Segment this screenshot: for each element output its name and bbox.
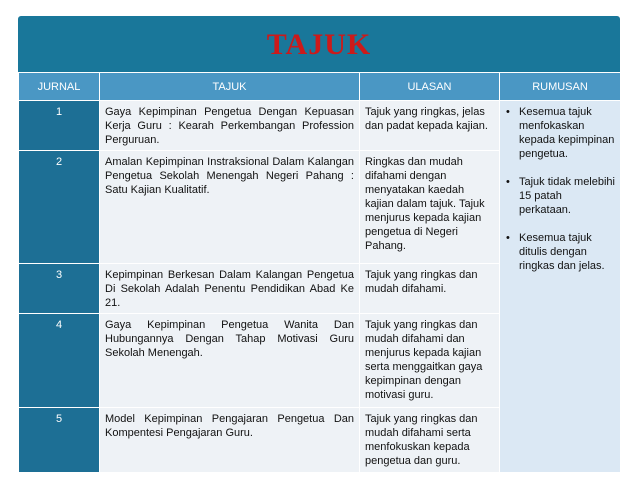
row-tajuk: Amalan Kepimpinan Instraksional Dalam Kalangan Pengetua Sekolah Menengah Negeri Pahang : Satu Kajian Kualitatif. — [100, 151, 360, 264]
row-ulasan: Tajuk yang ringkas dan mudah difahami dan menjurus kepada kajian serta menggaitkan gaya kepimpinan dengan motivasi guru. — [360, 314, 500, 408]
row-number: 5 — [19, 408, 100, 473]
row-tajuk: Kepimpinan Berkesan Dalam Kalangan Pengetua Di Sekolah Adalah Penentu Pendidikan Abad Ke 21. — [100, 264, 360, 314]
table-header-row — [19, 73, 621, 101]
row-tajuk: Gaya Kepimpinan Pengetua Wanita Dan Hubungannya Dengan Tahap Motivasi Guru Sekolah Menengah. — [100, 314, 360, 408]
rumusan-item: • Kesemua tajuk menfokaskan kepada kepimpinan pengetua. — [504, 105, 616, 161]
rumusan-cell — [500, 101, 621, 473]
tajuk-table — [18, 72, 621, 473]
row-ulasan: Tajuk yang ringkas dan mudah difahami. — [360, 264, 500, 314]
header-rumusan: RUMUSAN — [500, 73, 621, 101]
row-ulasan: Tajuk yang ringkas dan mudah difahami serta menfokuskan kepada pengetua dan guru. — [360, 408, 500, 473]
row-number: 2 — [19, 151, 100, 264]
rumusan-item: • Tajuk tidak melebihi 15 patah perkataan. — [504, 175, 616, 217]
header-ulasan: ULASAN — [360, 73, 500, 101]
row-number: 3 — [19, 264, 100, 314]
header-tajuk: TAJUK — [100, 73, 360, 101]
row-tajuk: Model Kepimpinan Pengajaran Pengetua Dan Kompentesi Pengajaran Guru. — [100, 408, 360, 473]
rumusan-item: • Kesemua tajuk ditulis dengan ringkas dan jelas. — [504, 231, 616, 273]
header-jurnal: JURNAL — [19, 73, 100, 101]
table-row — [19, 101, 621, 151]
row-number: 1 — [19, 101, 100, 151]
row-tajuk: Gaya Kepimpinan Pengetua Dengan Kepuasan Kerja Guru : Kearah Perkembangan Profession Perguruan. — [100, 101, 360, 151]
rumusan-list — [504, 105, 616, 273]
row-number: 4 — [19, 314, 100, 408]
row-ulasan: Ringkas dan mudah difahami dengan menyatakan kaedah kajian dalam tajuk. Tajuk menjurus kepada kajian pengetua di Negeri Pahang. — [360, 151, 500, 264]
row-ulasan: Tajuk yang ringkas, jelas dan padat kepada kajian. — [360, 101, 500, 151]
slide-title: TAJUK — [266, 28, 372, 61]
